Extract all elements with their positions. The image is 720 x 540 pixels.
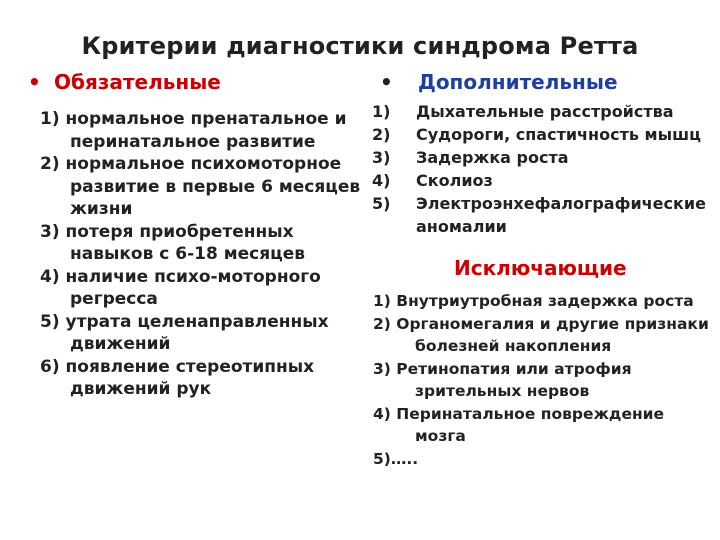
item-text: Судороги, спастичность мышц — [416, 125, 701, 144]
list-item: 3) Ретинопатия или атрофия зрительных нервов — [373, 359, 632, 400]
exclusion-heading: Исключающие — [454, 256, 627, 280]
list-item: 2) Органомегалия и другие признаки болезней накопления — [373, 314, 709, 355]
item-text: Электроэнхефалографические аномалии — [416, 194, 706, 236]
page-title: Критерии диагностики синдрома Ретта — [81, 32, 639, 60]
additional-heading-label: Дополнительные — [418, 70, 618, 94]
item-text: Сколиоз — [416, 171, 493, 190]
bullet-icon: • — [380, 70, 393, 94]
item-number: 5) — [372, 194, 391, 213]
item-text: Дыхательные расстройства — [416, 102, 674, 121]
additional-list — [372, 100, 717, 238]
list-item — [372, 146, 717, 169]
list-item — [372, 123, 717, 146]
item-number: 3) — [372, 148, 391, 167]
mandatory-heading — [28, 70, 221, 94]
list-item: 6) появление стереотипных движений рук — [40, 356, 315, 399]
list-item: 4) Перинатальное повреждение мозга — [373, 404, 665, 445]
list-item: 1) Внутриутробная задержка роста — [373, 292, 694, 310]
item-number: 4) — [372, 171, 391, 190]
mandatory-heading-label: Обязательные — [54, 70, 221, 94]
list-item — [372, 192, 717, 238]
list-item — [372, 100, 717, 123]
list-item: 5)….. — [373, 449, 419, 468]
list-item: 2) нормальное психомоторное развитие в первые 6 месяцев жизни — [40, 154, 361, 219]
item-text: Задержка роста — [416, 148, 569, 167]
item-number: 2) — [372, 125, 391, 144]
item-number: 1) — [372, 102, 391, 121]
additional-heading — [380, 70, 618, 94]
bullet-icon: • — [28, 70, 41, 94]
exclusion-list — [373, 290, 718, 470]
list-item — [372, 169, 717, 192]
list-item: 4) наличие психо-моторного регресса — [40, 266, 321, 309]
list-item: 1) нормальное пренатальное и перинатальное развитие — [40, 109, 347, 152]
mandatory-list — [40, 108, 370, 401]
list-item: 3) потеря приобретенных навыков с 6-18 месяцев — [40, 221, 306, 264]
list-item: 5) утрата целенаправленных движений — [40, 311, 329, 354]
